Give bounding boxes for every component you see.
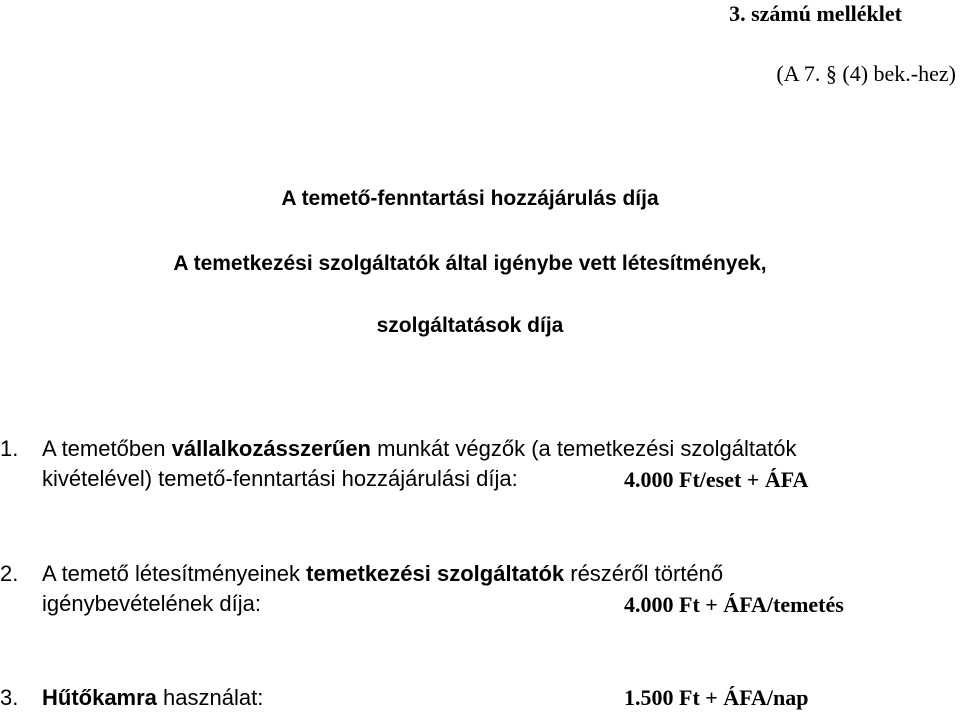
item-number: 1.: [0, 436, 19, 461]
item-text: A temető létesítményeinek: [42, 561, 307, 586]
document-title: A temető-fenntartási hozzájárulás díja: [281, 187, 659, 210]
item-text: kivételével) temető-fenntartási hozzájárulási díja:: [42, 466, 518, 491]
item-text-bold: Hűtőkamra: [42, 685, 157, 710]
item-text: A temetőben: [42, 436, 172, 461]
item-text-bold: temetkezési szolgáltatók: [306, 561, 565, 586]
annex-label: 3. számú melléklet: [729, 1, 902, 26]
item-text: használat:: [156, 685, 264, 710]
item-text: részéről történő: [564, 561, 724, 586]
item-3-price: 1.500 Ft + ÁFA/nap: [624, 685, 809, 710]
annex-reference: (A 7. § (4) bek.-hez): [776, 61, 956, 86]
document-subtitle-line-1: A temetkezési szolgáltatók által igénybe vett létesítmények,: [173, 252, 767, 275]
item-number: 2.: [0, 561, 19, 586]
item-text: munkát végzők (a temetkezési szolgáltatók: [371, 436, 797, 461]
item-number: 3.: [0, 685, 19, 710]
document-subtitle-line-2: szolgáltatások díja: [376, 314, 564, 337]
item-text: igénybevételének díja:: [42, 591, 261, 616]
item-2-price: 4.000 Ft + ÁFA/temetés: [624, 592, 844, 617]
item-1-price: 4.000 Ft/eset + ÁFA: [624, 467, 809, 492]
item-text-bold: vállalkozásszerűen: [171, 436, 371, 461]
